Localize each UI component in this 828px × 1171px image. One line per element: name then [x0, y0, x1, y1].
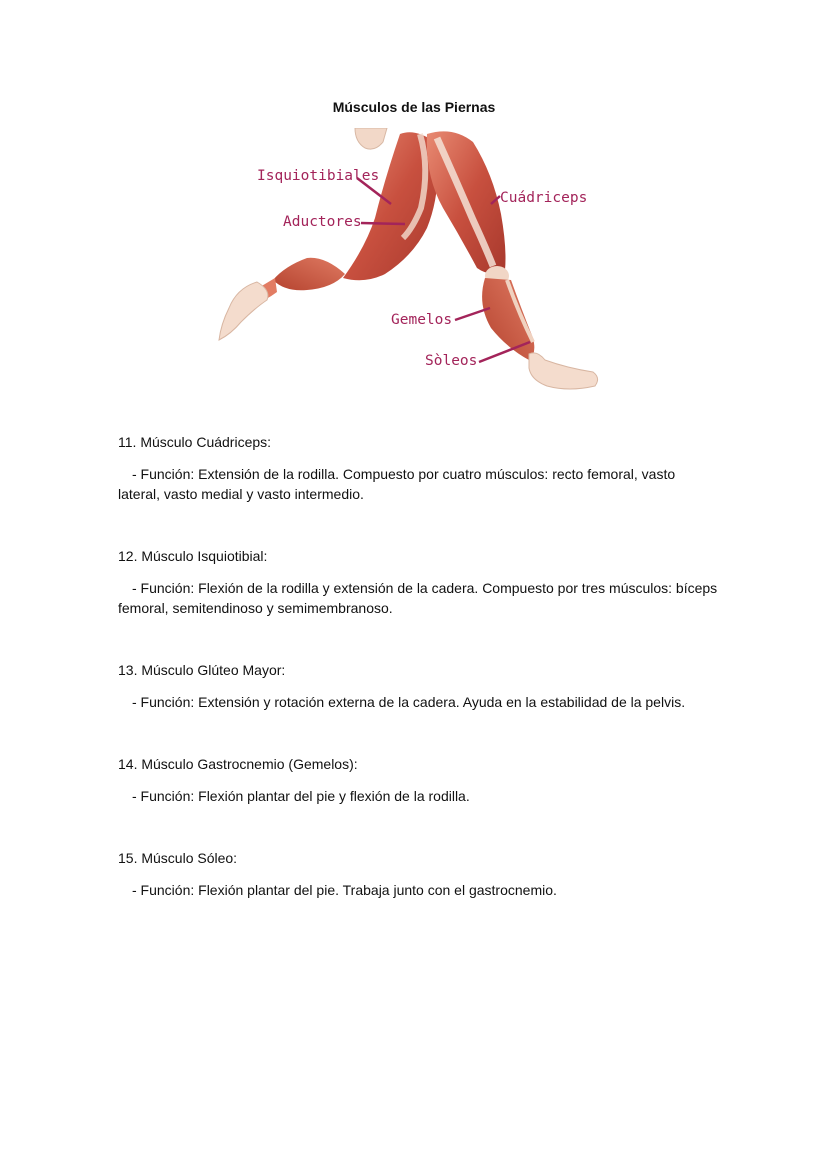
front-calf: [482, 278, 534, 360]
section-title-gastrocnemio: 14. Músculo Gastrocnemio (Gemelos):: [118, 756, 358, 772]
label-soleos: Sòleos: [425, 353, 478, 369]
back-calf: [273, 258, 345, 290]
back-foot: [219, 282, 268, 340]
section-title-isquiotibial: 12. Músculo Isquiotibial:: [118, 548, 268, 564]
section-desc-soleo: - Función: Flexión plantar del pie. Trabaja junto con el gastrocnemio.: [132, 882, 557, 898]
section-desc-gastrocnemio: - Función: Flexión plantar del pie y flexión de la rodilla.: [132, 788, 470, 804]
label-isquiotibiales: Isquiotibiales: [257, 168, 380, 184]
section-title-cuadriceps: 11. Músculo Cuádriceps:: [118, 434, 272, 450]
gemelos-pointer: [455, 308, 490, 320]
section-title-gluteo-mayor: 13. Músculo Glúteo Mayor:: [118, 662, 286, 678]
label-cuadriceps: Cuádriceps: [500, 190, 588, 206]
upper-foot-fragment: [355, 128, 387, 149]
section-title-soleo: 15. Músculo Sóleo:: [118, 850, 238, 866]
section-desc-gluteo-mayor: - Función: Extensión y rotación externa de la cadera. Ayuda en la estabilidad de la pelvis.: [132, 694, 686, 710]
label-aductores: Aductores: [283, 214, 362, 230]
aductores-pointer: [361, 223, 405, 224]
leg-muscles-illustration: [215, 128, 605, 396]
section-desc-isquiotibial: - Función: Flexión de la rodilla y extensión de la cadera. Compuesto por tres músculos: bíceps femoral, semitendinoso y semimembranoso.: [118, 580, 718, 616]
leg-muscles-svg: [215, 128, 605, 396]
section-desc-cuadriceps: - Función: Extensión de la rodilla. Compuesto por cuatro músculos: recto femoral, vasto lateral, vasto medial y vasto intermedio.: [118, 466, 676, 502]
page-title: Músculos de las Piernas: [332, 99, 496, 115]
front-foot: [529, 353, 598, 389]
label-gemelos: Gemelos: [391, 312, 453, 328]
